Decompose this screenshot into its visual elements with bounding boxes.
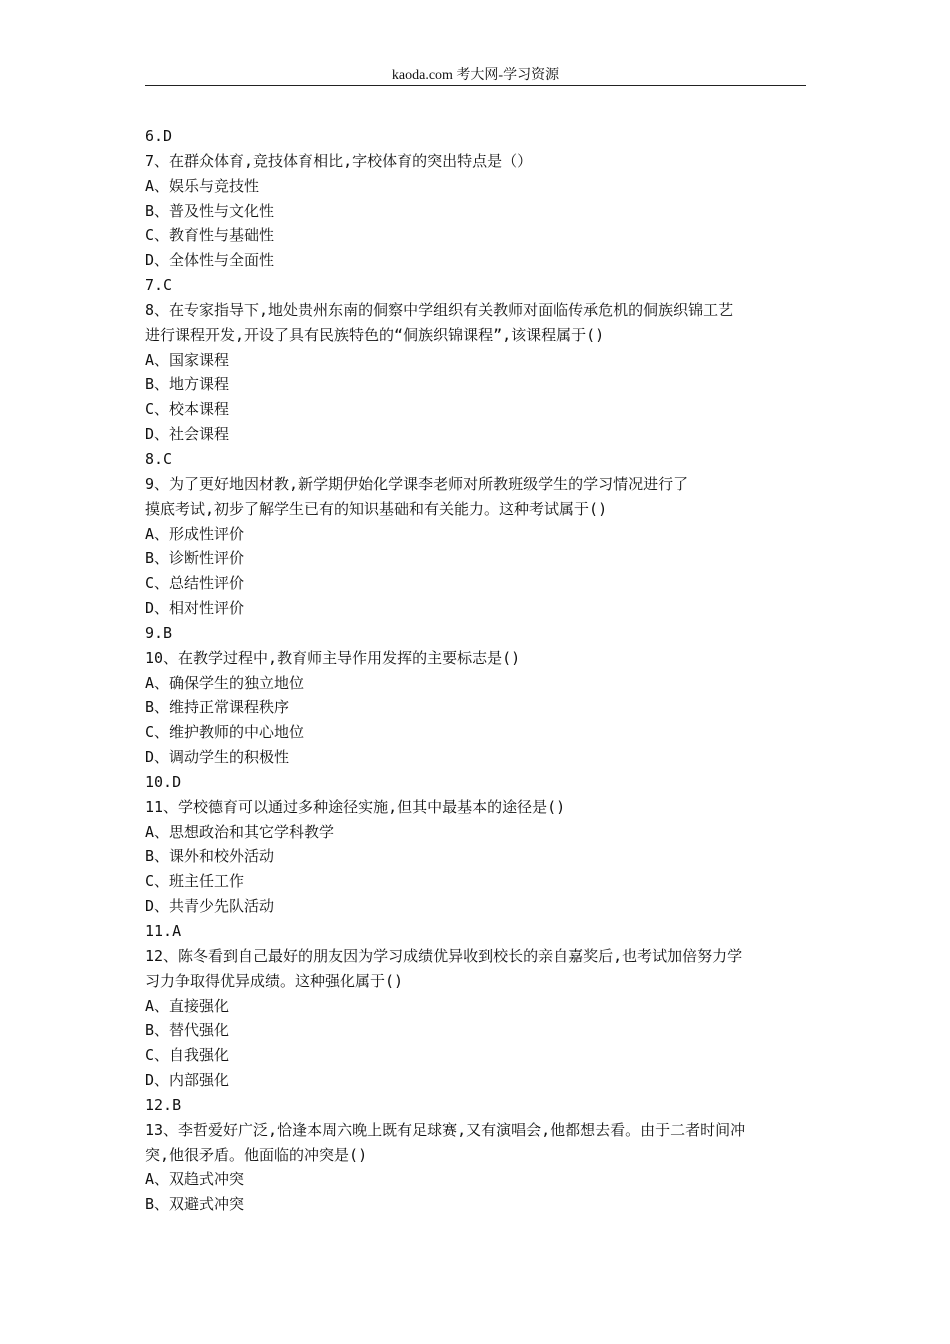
option-line: B、诊断性评价: [145, 549, 245, 568]
header-divider: [145, 85, 806, 86]
option-line: C、班主任工作: [145, 872, 245, 891]
answer-line: 11.A: [145, 922, 182, 940]
option-line: B、普及性与文化性: [145, 201, 275, 220]
question-line: 进行课程开发,开设了具有民族特色的“侗族织锦课程”,该课程属于(): [145, 325, 605, 344]
option-line: B、课外和校外活动: [145, 847, 275, 866]
option-line: D、社会课程: [145, 425, 230, 444]
option-line: A、国家课程: [145, 350, 230, 369]
option-line: A、娱乐与竞技性: [145, 176, 260, 195]
option-line: C、维护教师的中心地位: [145, 723, 305, 742]
option-line: D、共青少先队活动: [145, 897, 275, 916]
option-line: B、地方课程: [145, 375, 230, 394]
option-line: D、内部强化: [145, 1071, 230, 1090]
option-line: A、思想政治和其它学科教学: [145, 822, 335, 841]
option-line: D、调动学生的积极性: [145, 748, 290, 767]
option-line: D、相对性评价: [145, 599, 245, 618]
option-line: B、替代强化: [145, 1021, 230, 1040]
question-line: 10、在教学过程中,教育师主导作用发挥的主要标志是(): [145, 648, 521, 667]
option-line: A、直接强化: [145, 996, 230, 1015]
option-line: C、自我强化: [145, 1046, 230, 1065]
option-line: A、确保学生的独立地位: [145, 673, 305, 692]
question-line: 习力争取得优异成绩。这种强化属于(): [145, 971, 404, 990]
option-line: B、维持正常课程秩序: [145, 698, 290, 717]
option-line: C、总结性评价: [145, 574, 245, 593]
page-header: kaoda.com 考大网-学习资源: [391, 68, 560, 83]
answer-line: 7.C: [145, 276, 173, 295]
answer-line: 9.B: [145, 623, 173, 642]
document-body: [145, 124, 810, 1217]
answer-line: 8.C: [145, 449, 173, 468]
question-line: 9、为了更好地因材教,新学期伊始化学课李老师对所教班级学生的学习情况进行了: [145, 474, 689, 493]
option-line: D、全体性与全面性: [145, 251, 275, 270]
option-line: C、教育性与基础性: [145, 226, 275, 245]
option-line: C、校本课程: [145, 400, 230, 419]
question-line: 摸底考试,初步了解学生已有的知识基础和有关能力。这种考试属于(): [145, 499, 608, 518]
question-line: 13、李哲爱好广泛,恰逢本周六晚上既有足球赛,又有演唱会,他都想去看。由于二者时间冲: [145, 1120, 746, 1139]
question-line: 8、在专家指导下,地处贵州东南的侗察中学组织有关教师对面临传承危机的侗族织锦工艺: [145, 300, 734, 319]
question-line: 12、陈冬看到自己最好的朋友因为学习成绩优异收到校长的亲自嘉奖后,也考试加倍努力学: [145, 946, 743, 965]
option-line: A、双趋式冲突: [145, 1170, 245, 1189]
answer-line: 12.B: [145, 1095, 182, 1114]
question-line: 7、在群众体育,竞技体育相比,字校体育的突出特点是（）: [145, 151, 533, 170]
question-line: 突,他很矛盾。他面临的冲突是(): [145, 1145, 368, 1164]
question-line: 11、学校德育可以通过多种途径实施,但其中最基本的途径是(): [145, 797, 566, 816]
option-line: B、双避式冲突: [145, 1195, 245, 1214]
answer-line: 6.D: [145, 127, 173, 145]
option-line: A、形成性评价: [145, 524, 245, 543]
answer-line: 10.D: [145, 772, 182, 791]
